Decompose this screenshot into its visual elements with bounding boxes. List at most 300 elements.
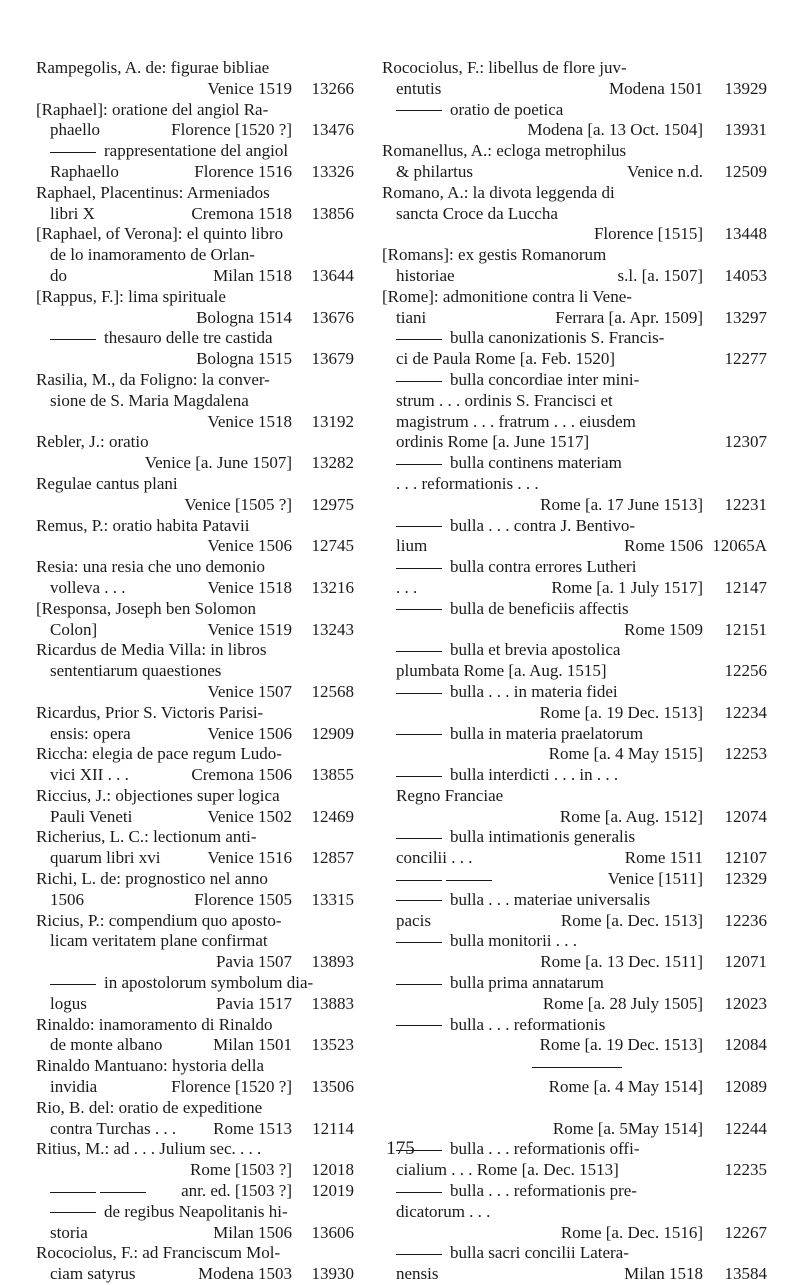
index-entry-line bbox=[36, 952, 354, 973]
entry-imprint: Rome [a. 5May 1514] bbox=[552, 1118, 703, 1138]
index-entry-line bbox=[382, 100, 767, 121]
entry-text: cialium . . . Rome [a. Dec. 1513] bbox=[396, 1160, 619, 1180]
index-entry-line bbox=[382, 931, 767, 952]
entry-imprint: anr. ed. [1503 ?] bbox=[181, 1181, 292, 1201]
entry-text: in apostolorum symbolum dia- bbox=[104, 973, 314, 993]
entry-number: 12151 bbox=[724, 619, 767, 639]
index-entry-line bbox=[36, 994, 354, 1015]
entry-imprint: Ferrara [a. Apr. 1509] bbox=[555, 307, 703, 327]
index-entry-line bbox=[36, 474, 354, 495]
entry-text: Rebler, J.: oratio bbox=[36, 432, 149, 452]
entry-text: bulla monitorii . . . bbox=[450, 931, 578, 951]
entry-number: 12018 bbox=[311, 1160, 354, 1180]
entry-imprint: Bologna 1515 bbox=[196, 349, 292, 369]
entry-number: 12267 bbox=[724, 1222, 767, 1242]
index-entry-line bbox=[36, 682, 354, 703]
index-entry-line bbox=[382, 1243, 767, 1264]
entry-imprint: Venice [1505 ?] bbox=[184, 494, 292, 514]
entry-text: bulla concordiae inter mini- bbox=[450, 369, 640, 389]
index-entry-line bbox=[382, 724, 767, 745]
entry-text: [Rappus, F.]: lima spirituale bbox=[36, 286, 226, 306]
ditto-dash bbox=[50, 984, 96, 985]
index-entry-line bbox=[36, 308, 354, 329]
entry-text: bulla . . . in materia fidei bbox=[450, 681, 618, 701]
entry-text: bulla sacri concilii Latera- bbox=[450, 1243, 629, 1263]
index-entry-line bbox=[382, 349, 767, 370]
index-entry-line bbox=[382, 141, 767, 162]
entry-text: Remus, P.: oratio habita Patavii bbox=[36, 515, 250, 535]
index-entry-line bbox=[36, 931, 354, 952]
index-entry-line bbox=[382, 370, 767, 391]
entry-number: 12253 bbox=[724, 744, 767, 764]
index-entry-line bbox=[36, 58, 354, 79]
index-entry-line bbox=[382, 1181, 767, 1202]
entry-imprint: Modena 1503 bbox=[198, 1264, 292, 1284]
index-entry-line bbox=[382, 1098, 767, 1119]
index-entry-line bbox=[36, 183, 354, 204]
ditto-dash bbox=[50, 1192, 96, 1193]
entry-text: Regulae cantus plani bbox=[36, 473, 178, 493]
entry-text: contra Turchas . . . bbox=[50, 1118, 177, 1138]
index-entry-line bbox=[36, 204, 354, 225]
entry-number: 12084 bbox=[724, 1035, 767, 1055]
entry-number: 13282 bbox=[311, 453, 354, 473]
index-entry-line bbox=[36, 1119, 354, 1140]
entry-text: [Raphael, of Verona]: el quinto libro bbox=[36, 224, 284, 244]
index-entry-line bbox=[382, 1077, 767, 1098]
entry-text: Richerius, L. C.: lectionum anti- bbox=[36, 827, 257, 847]
entry-text: & philartus bbox=[396, 161, 473, 181]
entry-imprint: Venice 1506 bbox=[207, 723, 292, 743]
index-entry-line bbox=[382, 661, 767, 682]
entry-text: Resia: una resia che uno demonio bbox=[36, 557, 265, 577]
entry-text: entutis bbox=[396, 78, 442, 98]
index-entry-line bbox=[382, 848, 767, 869]
entry-number: 13856 bbox=[311, 203, 354, 223]
entry-number: 12235 bbox=[724, 1160, 767, 1180]
entry-text: volleva . . . bbox=[50, 577, 126, 597]
entry-text: historiae bbox=[396, 265, 455, 285]
entry-number: 13216 bbox=[311, 577, 354, 597]
entry-imprint: Venice 1507 bbox=[207, 681, 292, 701]
index-entry-line bbox=[382, 536, 767, 557]
entry-text: bulla prima annatarum bbox=[450, 973, 604, 993]
index-entry-line bbox=[382, 1202, 767, 1223]
entry-imprint: Rome [a. Dec. 1513] bbox=[560, 910, 703, 930]
entry-imprint: Venice 1506 bbox=[207, 536, 292, 556]
index-entry-line bbox=[382, 328, 767, 349]
entry-imprint: Rome [a. 17 June 1513] bbox=[540, 494, 703, 514]
entry-number: 13929 bbox=[724, 78, 767, 98]
entry-imprint: Rome [a. 28 July 1505] bbox=[542, 993, 703, 1013]
index-entry-line bbox=[382, 827, 767, 848]
left-column bbox=[36, 58, 354, 1285]
entry-text: magistrum . . . fratrum . . . eiusdem bbox=[396, 411, 636, 431]
index-entry-line bbox=[382, 765, 767, 786]
index-entry-line bbox=[36, 1243, 354, 1264]
entry-imprint: Venice 1516 bbox=[207, 848, 292, 868]
index-entry-line bbox=[36, 807, 354, 828]
entry-text: Rocociolus, F.: libellus de flore juv- bbox=[382, 58, 627, 77]
entry-text: [Raphael]: oratione del angiol Ra- bbox=[36, 99, 269, 119]
entry-imprint: Rome [a. 4 May 1514] bbox=[548, 1077, 703, 1097]
entry-number: 13192 bbox=[311, 411, 354, 431]
index-entry-line bbox=[382, 1223, 767, 1244]
index-entry-line bbox=[36, 1264, 354, 1285]
index-entry-line bbox=[382, 1015, 767, 1036]
entry-text: 1506 bbox=[50, 889, 84, 909]
entry-number: 14053 bbox=[724, 265, 767, 285]
entry-text: bulla in materia praelatorum bbox=[450, 723, 644, 743]
index-entry-line bbox=[36, 661, 354, 682]
entry-imprint: Rome [a. 19 Dec. 1513] bbox=[539, 702, 703, 722]
index-entry-line bbox=[36, 869, 354, 890]
entry-number: 13243 bbox=[311, 619, 354, 639]
index-entry-line bbox=[382, 58, 767, 79]
entry-text: bulla . . . reformationis offi- bbox=[450, 1139, 640, 1159]
index-entry-line bbox=[36, 224, 354, 245]
index-entry-line bbox=[36, 245, 354, 266]
index-entry-line bbox=[382, 1056, 767, 1077]
entry-imprint: Milan 1501 bbox=[213, 1035, 292, 1055]
entry-imprint: Rome [a. 4 May 1515] bbox=[548, 744, 703, 764]
index-entry-line bbox=[36, 516, 354, 537]
entry-text: plumbata Rome [a. Aug. 1515] bbox=[396, 661, 607, 681]
index-entry-line bbox=[382, 245, 767, 266]
index-entry-line bbox=[382, 578, 767, 599]
entry-number: 13448 bbox=[724, 224, 767, 244]
entry-imprint: Rome [a. Aug. 1512] bbox=[559, 806, 703, 826]
ditto-dash bbox=[100, 1192, 146, 1193]
entry-number: 12469 bbox=[311, 806, 354, 826]
entry-text: Ricardus de Media Villa: in libros bbox=[36, 640, 267, 660]
entry-number: 12509 bbox=[724, 161, 767, 181]
entry-text: Rinaldo: inamoramento di Rinaldo bbox=[36, 1014, 273, 1034]
entry-imprint: Pavia 1507 bbox=[215, 952, 292, 972]
entry-text: storia bbox=[50, 1222, 88, 1242]
entry-text: libri X bbox=[50, 203, 95, 223]
entry-imprint: s.l. [a. 1507] bbox=[617, 265, 703, 285]
entry-text: Romano, A.: la divota leggenda di bbox=[382, 182, 615, 202]
entry-text: Ritius, M.: ad . . . Julium sec. . . . bbox=[36, 1139, 262, 1159]
index-entry-line bbox=[36, 911, 354, 932]
index-entry-line bbox=[382, 786, 767, 807]
index-entry-line bbox=[36, 1015, 354, 1036]
entry-text: Raphael, Placentinus: Armeniados bbox=[36, 182, 270, 202]
entry-number: 13644 bbox=[311, 265, 354, 285]
entry-text: ci de Paula Rome [a. Feb. 1520] bbox=[396, 349, 616, 369]
entry-text: Colon] bbox=[50, 619, 98, 639]
index-entry-line bbox=[36, 162, 354, 183]
entry-text: bulla . . . reformationis pre- bbox=[450, 1181, 637, 1201]
entry-number: 13676 bbox=[311, 307, 354, 327]
index-entry-line bbox=[382, 599, 767, 620]
entry-number: 12019 bbox=[311, 1181, 354, 1201]
entry-number: 13523 bbox=[311, 1035, 354, 1055]
entry-imprint: Modena [a. 13 Oct. 1504] bbox=[527, 120, 703, 140]
index-entry-line bbox=[36, 599, 354, 620]
entry-text: sententiarum quaestiones bbox=[50, 661, 222, 681]
entry-text: Rampegolis, A. de: figurae bibliae bbox=[36, 58, 270, 77]
index-entry-line bbox=[382, 952, 767, 973]
entry-imprint: Milan 1506 bbox=[213, 1222, 292, 1242]
index-entry-line bbox=[382, 391, 767, 412]
entry-number: 12023 bbox=[724, 993, 767, 1013]
entry-text: Riccius, J.: objectiones super logica bbox=[36, 785, 280, 805]
index-entry-line bbox=[36, 640, 354, 661]
entry-imprint: Venice [1511] bbox=[607, 869, 703, 889]
entry-text: bulla continens materiam bbox=[450, 453, 622, 473]
entry-number: 13855 bbox=[311, 765, 354, 785]
entry-text: bulla . . . materiae universalis bbox=[450, 889, 651, 909]
entry-text: dicatorum . . . bbox=[396, 1201, 491, 1221]
ditto-dash bbox=[396, 1192, 442, 1193]
entry-number: 12074 bbox=[724, 806, 767, 826]
entry-text: sancta Croce da Luccha bbox=[396, 203, 558, 223]
entry-text: ensis: opera bbox=[50, 723, 131, 743]
entry-text: rappresentatione del angiol bbox=[104, 141, 289, 161]
entry-imprint: Venice 1519 bbox=[207, 78, 292, 98]
index-entry-line bbox=[382, 890, 767, 911]
index-entry-line bbox=[382, 287, 767, 308]
entry-number: 13883 bbox=[311, 993, 354, 1013]
entry-text: Romanellus, A.: ecloga metrophilus bbox=[382, 141, 627, 161]
index-entry-line bbox=[382, 308, 767, 329]
entry-number: 13679 bbox=[311, 349, 354, 369]
index-entry-line bbox=[36, 1181, 354, 1202]
entry-number: 12114 bbox=[312, 1118, 354, 1138]
ditto-dash bbox=[396, 1025, 442, 1026]
ditto-dash bbox=[396, 609, 442, 610]
ditto-dash bbox=[396, 1254, 442, 1255]
entry-number: 13584 bbox=[724, 1264, 767, 1284]
entry-imprint: Rome [a. Dec. 1516] bbox=[560, 1222, 703, 1242]
entry-imprint: Rome 1506 bbox=[624, 536, 703, 556]
entry-imprint: Rome [a. 1 July 1517] bbox=[551, 577, 703, 597]
entry-imprint: Florence [1515] bbox=[593, 224, 703, 244]
entry-imprint: Florence 1516 bbox=[194, 161, 292, 181]
entry-imprint: Milan 1518 bbox=[213, 265, 292, 285]
entry-text: Rocociolus, F.: ad Franciscum Mol- bbox=[36, 1243, 281, 1263]
entry-number: 12231 bbox=[724, 494, 767, 514]
entry-imprint: Venice 1519 bbox=[207, 619, 292, 639]
ditto-dash bbox=[446, 880, 492, 881]
index-entry-line bbox=[382, 412, 767, 433]
entry-number: 12857 bbox=[311, 848, 354, 868]
index-entry-line bbox=[382, 640, 767, 661]
index-entry-line bbox=[36, 141, 354, 162]
entry-text: bulla intimationis generalis bbox=[450, 827, 636, 847]
ditto-dash bbox=[396, 942, 442, 943]
index-entry-line bbox=[382, 79, 767, 100]
entry-imprint: Venice [a. June 1507] bbox=[144, 453, 292, 473]
index-entry-line bbox=[36, 1035, 354, 1056]
entry-number: 12745 bbox=[311, 536, 354, 556]
entry-text: sione de S. Maria Magdalena bbox=[50, 390, 249, 410]
index-entry-line bbox=[382, 682, 767, 703]
entry-imprint: Rome [a. 13 Dec. 1511] bbox=[540, 952, 703, 972]
index-entry-line bbox=[36, 1202, 354, 1223]
index-entry-line bbox=[36, 1077, 354, 1098]
entry-number: 12244 bbox=[724, 1118, 767, 1138]
entry-text: lium bbox=[396, 536, 428, 556]
index-entry-line bbox=[36, 1223, 354, 1244]
entry-text: bulla . . . reformationis bbox=[450, 1014, 606, 1034]
entry-imprint: Rome 1513 bbox=[213, 1118, 292, 1138]
entry-text: pacis bbox=[396, 910, 431, 930]
entry-number: 12307 bbox=[724, 432, 767, 452]
index-entry-line bbox=[36, 370, 354, 391]
index-entry-line bbox=[36, 328, 354, 349]
ditto-dash bbox=[396, 900, 442, 901]
index-entry-line bbox=[36, 391, 354, 412]
entry-text: Ricius, P.: compendium quo aposto- bbox=[36, 910, 282, 930]
index-entry-line bbox=[382, 183, 767, 204]
entry-imprint: Pavia 1517 bbox=[215, 993, 292, 1013]
index-entry-line bbox=[382, 620, 767, 641]
entry-text: Rinaldo Mantuano: hystoria della bbox=[36, 1056, 265, 1076]
ditto-dash bbox=[396, 984, 442, 985]
entry-text: Ricardus, Prior S. Victoris Parisi- bbox=[36, 702, 264, 722]
entry-text: Richi, L. de: prognostico nel anno bbox=[36, 869, 268, 889]
entry-number: 12071 bbox=[724, 952, 767, 972]
ditto-dash bbox=[396, 110, 442, 111]
ditto-dash bbox=[396, 880, 442, 881]
entry-imprint: Florence [1520 ?] bbox=[171, 120, 292, 140]
index-entry-line bbox=[36, 453, 354, 474]
entry-number: 12568 bbox=[311, 681, 354, 701]
entry-text: nensis bbox=[396, 1264, 439, 1284]
entry-imprint: Milan 1518 bbox=[624, 1264, 703, 1284]
entry-imprint: Venice n.d. bbox=[626, 161, 703, 181]
index-entry-line bbox=[382, 994, 767, 1015]
index-entry-line bbox=[382, 973, 767, 994]
ditto-dash bbox=[396, 568, 442, 569]
entry-text: thesauro delle tre castida bbox=[104, 328, 273, 348]
index-entry-line bbox=[36, 1056, 354, 1077]
entry-text: Rio, B. del: oratio de expeditione bbox=[36, 1097, 263, 1117]
entry-text: do bbox=[50, 265, 67, 285]
ditto-dash bbox=[396, 693, 442, 694]
entry-imprint: Venice 1502 bbox=[207, 806, 292, 826]
ditto-dash bbox=[396, 526, 442, 527]
index-entry-line bbox=[36, 620, 354, 641]
index-entry-line bbox=[36, 703, 354, 724]
index-entry-line bbox=[382, 162, 767, 183]
entry-text: vici XII . . . bbox=[50, 765, 129, 785]
ditto-dash bbox=[50, 1212, 96, 1213]
entry-text: bulla . . . contra J. Bentivo- bbox=[450, 515, 636, 535]
entry-number: 13326 bbox=[311, 161, 354, 181]
entry-number: 12107 bbox=[724, 848, 767, 868]
entry-imprint: Florence 1505 bbox=[194, 889, 292, 909]
ditto-dash bbox=[396, 651, 442, 652]
index-entry-line bbox=[36, 266, 354, 287]
index-entry-line bbox=[382, 495, 767, 516]
entry-number: 12089 bbox=[724, 1077, 767, 1097]
entry-number: 13266 bbox=[311, 78, 354, 98]
entry-text: . . . reformationis . . . bbox=[396, 473, 539, 493]
entry-text: Pauli Veneti bbox=[50, 806, 133, 826]
entry-imprint: Florence [1520 ?] bbox=[171, 1077, 292, 1097]
entry-text: concilii . . . bbox=[396, 848, 473, 868]
index-entry-line bbox=[36, 890, 354, 911]
entry-number: 12909 bbox=[311, 723, 354, 743]
entry-number: 12975 bbox=[311, 494, 354, 514]
index-entry-line bbox=[36, 100, 354, 121]
ditto-dash bbox=[396, 339, 442, 340]
index-entry-line bbox=[36, 79, 354, 100]
index-entry-line bbox=[36, 536, 354, 557]
entry-number: 13930 bbox=[311, 1264, 354, 1284]
ditto-dash bbox=[50, 152, 96, 153]
ditto-dash bbox=[396, 838, 442, 839]
entry-text: logus bbox=[50, 993, 87, 1013]
index-entry-line bbox=[36, 120, 354, 141]
ditto-dash bbox=[396, 464, 442, 465]
entry-number: 13931 bbox=[724, 120, 767, 140]
entry-number: 13606 bbox=[311, 1222, 354, 1242]
index-entry-line bbox=[382, 432, 767, 453]
entry-text: . . . bbox=[396, 577, 418, 597]
entry-imprint: Bologna 1514 bbox=[196, 307, 292, 327]
entry-number: 12065A bbox=[712, 536, 767, 556]
entry-number: 12329 bbox=[724, 869, 767, 889]
ditto-dash bbox=[50, 339, 96, 340]
entry-imprint: Venice 1518 bbox=[207, 577, 292, 597]
index-entry-line bbox=[382, 204, 767, 225]
index-entry-line bbox=[36, 578, 354, 599]
index-entry-line bbox=[36, 349, 354, 370]
index-entry-line bbox=[382, 1119, 767, 1140]
entry-text: invidia bbox=[50, 1077, 98, 1097]
index-entry-line bbox=[382, 911, 767, 932]
entry-text: de monte albano bbox=[50, 1035, 163, 1055]
index-entry-line bbox=[36, 973, 354, 994]
entry-text: [Responsa, Joseph ben Solomon bbox=[36, 598, 257, 618]
index-entry-line bbox=[36, 786, 354, 807]
index-entry-line bbox=[36, 1160, 354, 1181]
ditto-dash bbox=[396, 734, 442, 735]
entry-text: Riccha: elegia de pace regum Ludo- bbox=[36, 744, 282, 764]
index-entry-line bbox=[36, 557, 354, 578]
entry-text: [Rome]: admonitione contra li Vene- bbox=[382, 286, 632, 306]
entry-text: bulla et brevia apostolica bbox=[450, 640, 621, 660]
entry-text: bulla contra errores Lutheri bbox=[450, 557, 637, 577]
entry-text: bulla interdicti . . . in . . . bbox=[450, 765, 619, 785]
entry-text: licam veritatem plane confirmat bbox=[50, 931, 268, 951]
index-entry-line bbox=[382, 1264, 767, 1285]
entry-imprint: Modena 1501 bbox=[609, 78, 703, 98]
index-entry-line bbox=[382, 807, 767, 828]
index-entry-line bbox=[36, 495, 354, 516]
entry-text: tiani bbox=[396, 307, 427, 327]
entry-text: [Romans]: ex gestis Romanorum bbox=[382, 245, 607, 265]
entry-text: ciam satyrus bbox=[50, 1264, 136, 1284]
entry-text: bulla canonizationis S. Francis- bbox=[450, 328, 665, 348]
entry-text: de lo inamoramento de Orlan- bbox=[50, 245, 255, 265]
index-entry-line bbox=[36, 412, 354, 433]
entry-number: 12277 bbox=[724, 349, 767, 369]
page-number: 175 bbox=[386, 1138, 415, 1159]
entry-number: 13315 bbox=[311, 889, 354, 909]
entry-number: 13506 bbox=[311, 1077, 354, 1097]
index-entry-line bbox=[382, 453, 767, 474]
entry-imprint: Cremona 1518 bbox=[191, 203, 292, 223]
right-column bbox=[382, 58, 767, 1285]
index-entry-line bbox=[36, 287, 354, 308]
index-entry-line bbox=[382, 744, 767, 765]
